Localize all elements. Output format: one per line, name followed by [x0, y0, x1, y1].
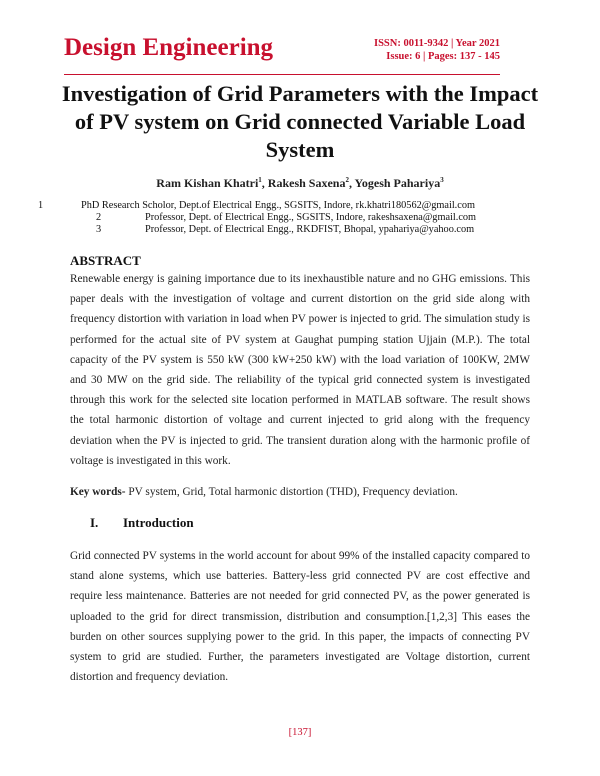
section-title: Introduction — [123, 515, 194, 530]
title-line: System — [265, 137, 335, 162]
issue-line: Issue: 6 | Pages: 137 - 145 — [386, 51, 500, 62]
affiliation-text: Professor, Dept. of Electrical Engg., SGSITS, Indore, rakeshsaxena@gmail.com — [145, 212, 477, 223]
affiliation-text: Professor, Dept. of Electrical Engg., RKDFIST, Bhopal, ypahariya@yahoo.com — [145, 224, 475, 235]
affiliation-number: 3 — [96, 224, 102, 235]
keywords-text: PV system, Grid, Total harmonic distortion (THD), Frequency deviation. — [125, 486, 458, 498]
author-list — [0, 176, 600, 191]
section-number: I. — [90, 515, 99, 530]
section-heading — [90, 515, 194, 531]
issn-block — [374, 37, 500, 63]
abstract-heading: ABSTRACT — [70, 253, 141, 268]
author-name: Ram Kishan Khatri — [156, 176, 259, 190]
keywords — [70, 486, 530, 498]
intro-paragraph: Grid connected PV systems in the world account for about 99% of the installed capacity compared to stand alone systems, which use batteries. Battery-less grid connected PV are cost effective and require less maintenance. Batteries are not needed for grid connected PV, as the power generated is uploaded to the grid for direct transmission, distribution and consumption.[1,2,3] This eases the burden on other sources supplying power to the grid. In this paper, the impacts of connecting PV system to grid are studied. Further, the parameters investigated are Voltage distortion, current distortion and frequency deviation. — [70, 550, 530, 684]
title-line: of PV system on Grid connected Variable Load — [74, 109, 526, 134]
author-name: Yogesh Pahariya — [354, 176, 441, 190]
author-sep: , — [348, 176, 355, 190]
affiliation — [96, 212, 476, 223]
affiliation — [38, 200, 475, 211]
keywords-label: Key words- — [70, 486, 126, 498]
author-sup: 3 — [440, 176, 444, 184]
affiliation-text: PhD Research Scholor, Dept.of Electrical Engg., SGSITS, Indore, rk.khatri180562@gmail.com — [81, 200, 475, 211]
author-sup: 2 — [345, 176, 349, 184]
author-name: Rakesh Saxena — [267, 176, 346, 190]
author-sup: 1 — [258, 176, 262, 184]
header-divider — [64, 74, 500, 75]
paper-title — [40, 80, 560, 164]
affiliation-number: 1 — [38, 200, 44, 211]
affiliation-number: 2 — [96, 212, 102, 223]
affiliation — [96, 224, 474, 235]
journal-name: Design Engineering — [64, 34, 274, 61]
title-line: Investigation of Grid Parameters with the Impact — [61, 81, 539, 106]
abstract-text: Renewable energy is gaining importance due to its inexhaustible nature and no GHG emissions. This paper deals with the investigation of voltage and current distortion on the grid side along with frequency distortion with variation in load when PV power is injected to grid. The simulation study is performed for the actual site of PV system at Gaughat pumping station Ujjain (M.P.). The total capacity of the PV system is 550 kW (300 kW+250 kW) with the load variation of 100KW, 2MW and 30 MW on the grid side. The reliability of the typical grid connected system is investigated through this work for the selected site location performed in MATLAB software. The result shows the total harmonic distortion of voltage and current injected to grid along with the frequency deviation when the PV is injected to grid. The transient duration along with the harmonic profile of voltage is investigated in this work. — [70, 273, 530, 467]
author-sep: , — [261, 176, 268, 190]
page-number: [137] — [288, 727, 312, 738]
issn-line: ISSN: 0011-9342 | Year 2021 — [374, 38, 500, 49]
